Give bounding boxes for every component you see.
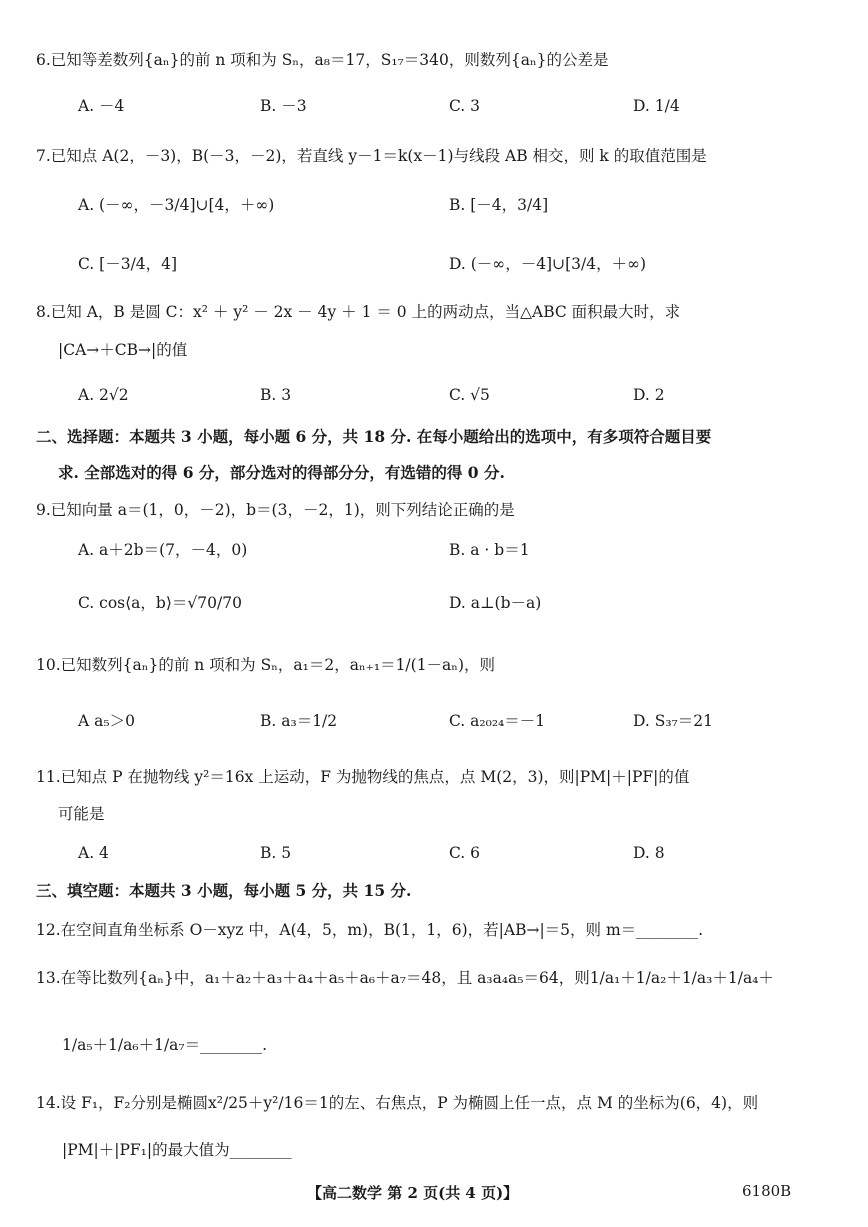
question-11-stem-line1: 11.已知点 P 在抛物线 y²＝16x 上运动，F 为抛物线的焦点，点 M(2，3)，则|PM|＋|PF|的值 bbox=[36, 768, 690, 786]
section-2-title-line2: 求. 全部选对的得 6 分，部分选对的得部分分，有选错的得 0 分. bbox=[58, 463, 505, 482]
question-6-stem: 6.已知等差数列{aₙ}的前 n 项和为 Sₙ，a₈＝17，S₁₇＝340，则数列{aₙ}的公差是 bbox=[36, 51, 609, 69]
question-9-stem: 9.已知向量 a＝(1，0，－2)，b＝(3，－2，1)，则下列结论正确的是 bbox=[36, 501, 515, 519]
question-7-option-a: A. (－∞，－3/4]∪[4，＋∞) bbox=[78, 196, 275, 214]
question-8-option-d: D. 2 bbox=[633, 386, 665, 404]
question-11-option-d: D. 8 bbox=[633, 844, 665, 862]
question-10-stem: 10.已知数列{aₙ}的前 n 项和为 Sₙ，a₁＝2，aₙ₊₁＝1/(1－aₙ)，则 bbox=[36, 656, 496, 674]
question-11-option-c: C. 6 bbox=[449, 844, 481, 862]
question-8-option-a: A. 2√2 bbox=[78, 386, 129, 404]
question-9-option-d: D. a⊥(b－a) bbox=[449, 594, 542, 612]
question-8-option-c: C. √5 bbox=[449, 386, 490, 404]
question-7-option-c: C. [－3/4，4] bbox=[78, 255, 178, 273]
question-10-option-b: B. a₃＝1/2 bbox=[260, 712, 338, 730]
question-7-option-b: B. [－4，3/4] bbox=[449, 196, 549, 214]
question-13-stem-line1: 13.在等比数列{aₙ}中，a₁＋a₂＋a₃＋a₄＋a₅＋a₆＋a₇＝48，且 a₃a₄a₅＝64，则1/a₁＋1/a₂＋1/a₃＋1/a₄＋ bbox=[36, 969, 774, 987]
question-10-option-a: A a₅＞0 bbox=[78, 712, 135, 730]
question-8-option-b: B. 3 bbox=[260, 386, 292, 404]
question-14-stem-line1: 14.设 F₁，F₂分别是椭圆x²/25＋y²/16＝1的左、右焦点，P 为椭圆上任一点，点 M 的坐标为(6，4)，则 bbox=[36, 1094, 759, 1112]
document-code: 6180B bbox=[742, 1182, 792, 1200]
question-10-option-d: D. S₃₇＝21 bbox=[633, 712, 713, 730]
question-14-stem-line2: |PM|＋|PF₁|的最大值为________ bbox=[62, 1141, 292, 1159]
question-7-stem: 7.已知点 A(2，－3)，B(－3，－2)，若直线 y－1＝k(x－1)与线段 AB 相交，则 k 的取值范围是 bbox=[36, 147, 707, 165]
question-8-stem-line1: 8.已知 A，B 是圆 C：x² ＋ y² － 2x － 4y ＋ 1 ＝ 0 上的两动点，当△ABC 面积最大时，求 bbox=[36, 303, 681, 321]
question-12-stem: 12.在空间直角坐标系 O－xyz 中，A(4，5，m)，B(1，1，6)，若|AB→|＝5，则 m＝________. bbox=[36, 921, 704, 939]
question-11-option-b: B. 5 bbox=[260, 844, 292, 862]
question-7-option-d: D. (－∞，－4]∪[3/4，＋∞) bbox=[449, 255, 647, 273]
question-9-option-a: A. a＋2b＝(7，－4，0) bbox=[78, 541, 248, 559]
question-10-option-c: C. a₂₀₂₄＝－1 bbox=[449, 712, 546, 730]
question-11-stem-line2: 可能是 bbox=[58, 805, 105, 823]
question-9-option-c: C. cos⟨a，b⟩＝√70/70 bbox=[78, 594, 242, 612]
question-8-stem-line2: |CA→＋CB→|的值 bbox=[58, 341, 188, 359]
question-6-option-d: D. 1/4 bbox=[633, 97, 680, 115]
section-3-title: 三、填空题：本题共 3 小题，每小题 5 分，共 15 分. bbox=[36, 881, 412, 900]
question-6-option-a: A. －4 bbox=[78, 97, 125, 115]
question-6-option-b: B. －3 bbox=[260, 97, 307, 115]
section-2-title-line1: 二、选择题：本题共 3 小题，每小题 6 分，共 18 分. 在每小题给出的选项中，有多项符合题目要 bbox=[36, 427, 712, 446]
question-9-option-b: B. a · b＝1 bbox=[449, 541, 530, 559]
page-footer: 【高二数学 第 2 页(共 4 页)】 bbox=[307, 1184, 519, 1202]
question-11-option-a: A. 4 bbox=[78, 844, 109, 862]
question-6-option-c: C. 3 bbox=[449, 97, 481, 115]
question-13-stem-line2: 1/a₅＋1/a₆＋1/a₇＝________. bbox=[62, 1036, 268, 1054]
